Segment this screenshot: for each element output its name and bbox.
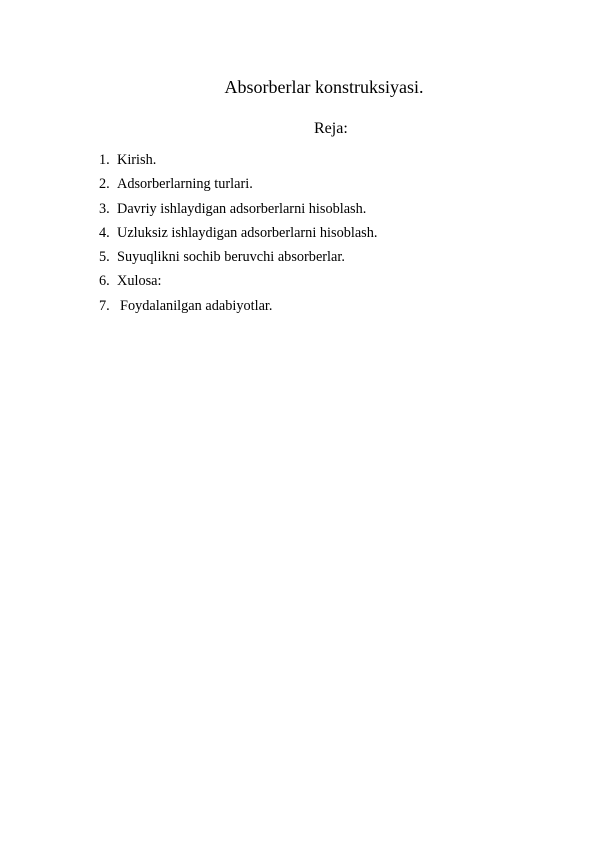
- list-item-text: Davriy ishlaydigan adsorberlarni hisoblash.: [117, 200, 367, 217]
- list-item-number: 4.: [99, 224, 110, 241]
- list-item-text: Uzluksiz ishlaydigan adsorberlarni hisoblash.: [117, 224, 378, 241]
- list-item-text: Adsorberlarning turlari.: [117, 176, 253, 193]
- list-item-text: Kirish.: [117, 152, 157, 168]
- list-item-number: 3.: [99, 200, 110, 217]
- list-item: [99, 272, 377, 296]
- list-item-text: Xulosa:: [117, 273, 162, 290]
- list-item-number: 2.: [99, 176, 110, 193]
- list-item: [99, 175, 377, 199]
- list-item-number: 7.: [99, 297, 110, 314]
- list-item: [99, 297, 377, 321]
- list-item: [99, 224, 377, 248]
- plan-heading: Reja:: [314, 120, 348, 137]
- page-title: Absorberlar konstruksiyasi.: [224, 77, 424, 97]
- list-item-text: Foydalanilgan adabiyotlar.: [120, 297, 273, 314]
- list-item-text: Suyuqlikni sochib beruvchi absorberlar.: [117, 249, 345, 266]
- list-item: [99, 151, 377, 175]
- list-item-number: 5.: [99, 249, 110, 266]
- plan-list: [99, 151, 377, 321]
- list-item-number: 6.: [99, 273, 110, 290]
- list-item: [99, 200, 377, 224]
- list-item-number: 1.: [99, 152, 110, 168]
- list-item: [99, 248, 377, 272]
